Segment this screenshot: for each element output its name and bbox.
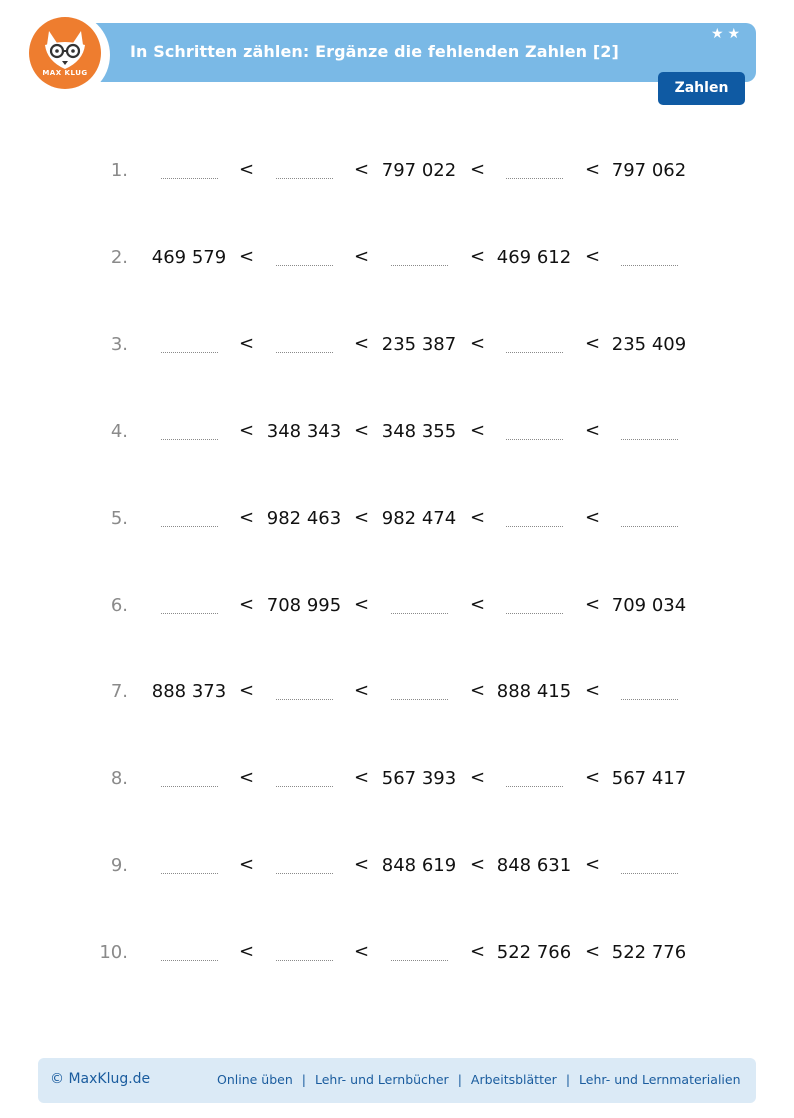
less-than-symbol: < — [585, 941, 601, 963]
answer-blank[interactable] — [161, 960, 218, 961]
answer-blank[interactable] — [161, 613, 218, 614]
given-number: 888 373 — [151, 681, 227, 703]
exercise-row — [0, 420, 794, 460]
given-number: 469 612 — [496, 246, 572, 268]
exercise-number: 7. — [110, 681, 128, 703]
maxklug-logo — [29, 17, 101, 89]
less-than-symbol: < — [354, 245, 370, 267]
less-than-symbol: < — [470, 245, 486, 267]
footer-link-materials[interactable]: Lehr- und Lernmaterialien — [579, 1072, 741, 1087]
footer-link-worksheets[interactable]: Arbeitsblätter — [470, 1072, 557, 1087]
answer-blank[interactable] — [161, 439, 218, 440]
less-than-symbol: < — [239, 332, 255, 354]
fox-face-icon — [29, 17, 101, 89]
exercise-row — [0, 246, 794, 286]
answer-blank[interactable] — [506, 526, 563, 527]
given-number: 709 034 — [611, 594, 687, 616]
answer-blank[interactable] — [506, 613, 563, 614]
exercise-row — [0, 680, 794, 720]
answer-blank[interactable] — [161, 178, 218, 179]
less-than-symbol: < — [585, 506, 601, 528]
given-number: 469 579 — [151, 246, 227, 268]
exercise-row — [0, 594, 794, 634]
answer-blank[interactable] — [621, 699, 678, 700]
footer-brand[interactable]: © MaxKlug.de — [50, 1071, 151, 1087]
given-number: 982 474 — [381, 507, 457, 529]
less-than-symbol: < — [354, 159, 370, 180]
less-than-symbol: < — [470, 419, 486, 441]
exercise-number: 4. — [110, 420, 128, 442]
given-number: 567 393 — [381, 768, 457, 790]
less-than-symbol: < — [354, 854, 370, 876]
less-than-symbol: < — [470, 680, 486, 702]
given-number: 567 417 — [611, 768, 687, 790]
exercise-number: 5. — [110, 507, 128, 529]
less-than-symbol: < — [239, 593, 255, 615]
exercise-row — [0, 767, 794, 807]
less-than-symbol: < — [354, 506, 370, 528]
given-number: 797 022 — [381, 160, 457, 181]
less-than-symbol: < — [585, 245, 601, 267]
answer-blank[interactable] — [621, 873, 678, 874]
answer-blank[interactable] — [621, 526, 678, 527]
less-than-symbol: < — [585, 680, 601, 702]
given-number: 235 387 — [381, 333, 457, 355]
less-than-symbol: < — [585, 419, 601, 441]
answer-blank[interactable] — [276, 178, 333, 179]
answer-blank[interactable] — [391, 699, 448, 700]
less-than-symbol: < — [239, 419, 255, 441]
given-number: 888 415 — [496, 681, 572, 703]
exercise-row — [0, 854, 794, 894]
less-than-symbol: < — [470, 593, 486, 615]
less-than-symbol: < — [470, 332, 486, 354]
answer-blank[interactable] — [506, 352, 563, 353]
difficulty-stars-icon: ★★ — [711, 26, 745, 42]
answer-blank[interactable] — [506, 786, 563, 787]
logo-text: MAX KLUG — [42, 69, 88, 77]
less-than-symbol: < — [239, 245, 255, 267]
less-than-symbol: < — [239, 506, 255, 528]
answer-blank[interactable] — [276, 960, 333, 961]
answer-blank[interactable] — [161, 526, 218, 527]
less-than-symbol: < — [354, 593, 370, 615]
given-number: 522 766 — [496, 942, 572, 964]
less-than-symbol: < — [585, 767, 601, 789]
less-than-symbol: < — [239, 941, 255, 963]
footer-link-online[interactable]: Online üben — [217, 1072, 293, 1087]
answer-blank[interactable] — [506, 178, 563, 179]
less-than-symbol: < — [239, 767, 255, 789]
footer-link-books[interactable]: Lehr- und Lernbücher — [314, 1072, 449, 1087]
less-than-symbol: < — [354, 680, 370, 702]
answer-blank[interactable] — [161, 873, 218, 874]
footer-separator: | — [565, 1072, 571, 1087]
given-number: 797 062 — [611, 160, 687, 181]
less-than-symbol: < — [354, 767, 370, 789]
given-number: 708 995 — [266, 594, 342, 616]
footer — [38, 1058, 756, 1103]
given-number: 982 463 — [266, 507, 342, 529]
less-than-symbol: < — [239, 680, 255, 702]
exercise-row — [0, 159, 794, 199]
exercise-row — [0, 333, 794, 373]
less-than-symbol: < — [585, 159, 601, 180]
topic-badge[interactable]: Zahlen — [658, 72, 745, 105]
exercise-number: 6. — [110, 594, 128, 616]
given-number: 348 343 — [266, 420, 342, 442]
exercise-number: 10. — [99, 942, 128, 964]
less-than-symbol: < — [470, 854, 486, 876]
answer-blank[interactable] — [506, 439, 563, 440]
answer-blank[interactable] — [276, 873, 333, 874]
answer-blank[interactable] — [621, 265, 678, 266]
given-number: 235 409 — [611, 333, 687, 355]
exercise-row — [0, 941, 794, 981]
footer-links — [217, 1072, 741, 1087]
given-number: 348 355 — [381, 420, 457, 442]
less-than-symbol: < — [354, 941, 370, 963]
answer-blank[interactable] — [391, 613, 448, 614]
given-number: 522 776 — [611, 942, 687, 964]
less-than-symbol: < — [470, 767, 486, 789]
less-than-symbol: < — [585, 854, 601, 876]
exercise-number: 8. — [110, 768, 128, 790]
less-than-symbol: < — [585, 332, 601, 354]
answer-blank[interactable] — [161, 352, 218, 353]
less-than-symbol: < — [239, 159, 255, 180]
exercise-number: 3. — [110, 333, 128, 355]
footer-separator: | — [457, 1072, 462, 1087]
less-than-symbol: < — [239, 854, 255, 876]
exercise-number: 1. — [110, 160, 128, 181]
answer-blank[interactable] — [391, 960, 448, 961]
answer-blank[interactable] — [276, 786, 333, 787]
less-than-symbol: < — [585, 593, 601, 615]
answer-blank[interactable] — [621, 439, 678, 440]
less-than-symbol: < — [470, 941, 486, 963]
footer-separator: | — [301, 1072, 306, 1087]
less-than-symbol: < — [470, 506, 486, 528]
page-title: In Schritten zählen: Ergänze die fehlenden Zahlen [2] — [130, 42, 619, 61]
answer-blank[interactable] — [276, 265, 333, 266]
exercise-row — [0, 507, 794, 547]
less-than-symbol: < — [470, 159, 486, 180]
answer-blank[interactable] — [161, 786, 218, 787]
exercise-number: 2. — [110, 246, 128, 268]
exercise-number: 9. — [110, 855, 128, 877]
less-than-symbol: < — [354, 332, 370, 354]
given-number: 848 619 — [381, 855, 457, 877]
given-number: 848 631 — [496, 855, 572, 877]
answer-blank[interactable] — [276, 699, 333, 700]
answer-blank[interactable] — [276, 352, 333, 353]
answer-blank[interactable] — [391, 265, 448, 266]
less-than-symbol: < — [354, 419, 370, 441]
